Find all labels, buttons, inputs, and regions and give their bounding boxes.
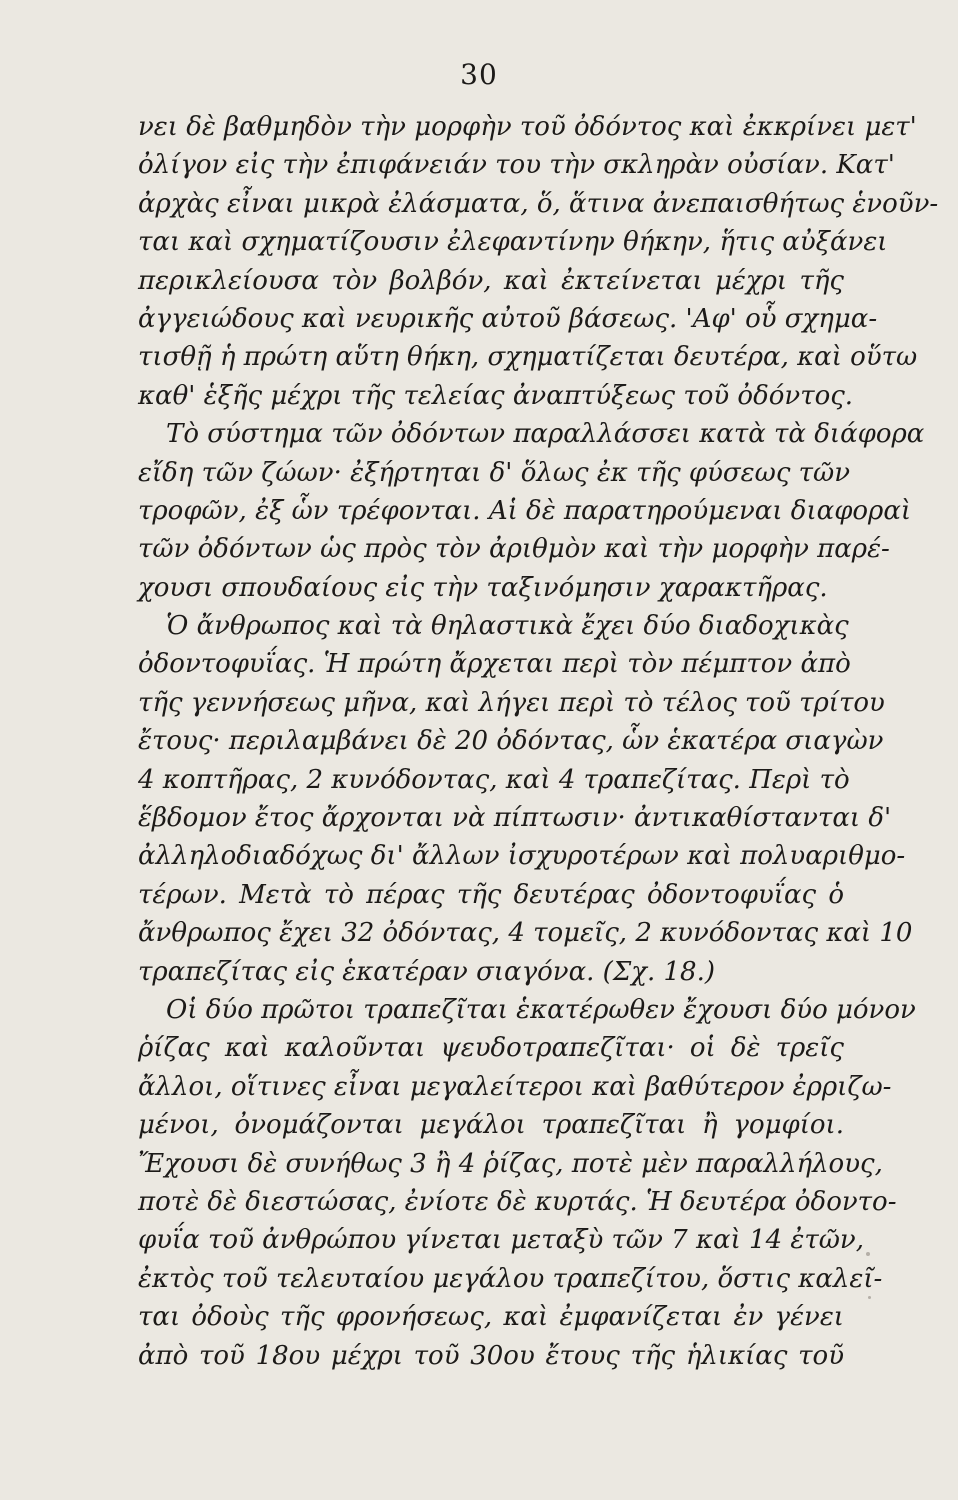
text-line: ὀλίγον εἰς τὴν ἐπιφάνειάν του τὴν σκληρὰν οὐσίαν. Κατ' <box>138 150 895 181</box>
text-line: καθ' ἑξῆς μέχρι τῆς τελείας ἀναπτύξεως τοῦ ὀδόντος. <box>138 380 854 411</box>
text-line: νει δὲ βαθμηδὸν τὴν μορφὴν τοῦ ὀδόντος καὶ ἐκκρίνει μετ' <box>138 112 917 142</box>
text-line: ἄνθρωπος ἔχει 32 ὀδόντας, 4 τομεῖς, 2 κυνόδοντας καὶ 10 <box>138 918 913 949</box>
text-line: Ἔχουσι δὲ συνήθως 3 ἢ 4 ῥίζας, ποτὲ μὲν παραλλήλους, <box>138 1148 883 1179</box>
text-line: χουσι σπουδαίους εἰς τὴν ταξινόμησιν χαρακτῆρας. <box>138 572 828 603</box>
text-line: τροφῶν, ἐξ ὧν τρέφονται. Αἱ δὲ παρατηρούμεναι διαφοραὶ <box>138 495 912 526</box>
text-line: φυΐα τοῦ ἀνθρώπου γίνεται μεταξὺ τῶν 7 καὶ 14 ἐτῶν, <box>138 1225 865 1256</box>
text-line: ἐκτὸς τοῦ τελευταίου μεγάλου τραπεζίτου, ὅστις καλεῖ- <box>138 1263 883 1294</box>
text-line: ὀδοντοφυΐας. Ἡ πρώτη ἄρχεται περὶ τὸν πέμπτον ἀπὸ <box>138 649 851 680</box>
text-line: ἄλλοι, οἵτινες εἶναι μεγαλείτεροι καὶ βαθύτερον ἐρριζω- <box>138 1071 892 1102</box>
text-line: τραπεζίτας εἰς ἑκατέραν σιαγόνα. (Σχ. 18.) <box>138 956 715 987</box>
text-line: ται καὶ σχηματίζουσιν ἐλεφαντίνην θήκην, ἥτις αὐξάνει <box>138 227 888 258</box>
ink-speck <box>866 1252 870 1256</box>
paragraph-start-line: Τὸ σύστημα τῶν ὀδόντων παραλλάσσει κατὰ τὰ διάφορα <box>166 419 925 450</box>
text-line: ῥίζας καὶ καλοῦνται ψευδοτραπεζῖται· οἱ δὲ τρεῖς <box>138 1033 844 1064</box>
text-line: τῆς γεννήσεως μῆνα, καὶ λήγει περὶ τὸ τέλος τοῦ τρίτου <box>138 687 885 718</box>
paragraph-start-line: Ὁ ἄνθρωπος καὶ τὰ θηλαστικὰ ἔχει δύο διαδοχικὰς <box>166 611 849 642</box>
text-line: ἀλληλοδιαδόχως δι' ἄλλων ἰσχυροτέρων καὶ πολυαριθμο- <box>138 841 906 872</box>
paragraph-start-line: Οἱ δύο πρῶτοι τραπεζῖται ἑκατέρωθεν ἔχουσι δύο μόνον <box>166 994 916 1025</box>
text-line: 4 κοπτῆρας, 2 κυνόδοντας, καὶ 4 τραπεζίτας. Περὶ τὸ <box>138 764 850 795</box>
text-line: ται ὀδοὺς τῆς φρονήσεως, καὶ ἐμφανίζεται ἐν γένει <box>138 1302 844 1333</box>
text-line: ποτὲ δὲ διεστώσας, ἐνίοτε δὲ κυρτάς. Ἡ δευτέρα ὀδοντο- <box>138 1186 897 1217</box>
body-text <box>138 108 939 1375</box>
text-line: τισθῇ ἡ πρώτη αὕτη θήκη, σχηματίζεται δευτέρα, καὶ οὕτω <box>138 342 918 373</box>
text-line: ἕβδομον ἔτος ἄρχονται νὰ πίπτωσιν· ἀντικαθίστανται δ' <box>138 803 892 834</box>
text-line: ἀρχὰς εἶναι μικρὰ ἐλάσματα, ὅ, ἅτινα ἀνεπαισθήτως ἑνοῦν- <box>138 188 939 219</box>
text-line: εἴδη τῶν ζώων· ἐξήρτηται δ' ὅλως ἐκ τῆς φύσεως τῶν <box>138 457 851 488</box>
ink-speck <box>868 1296 871 1299</box>
text-line: ἔτους· περιλαμβάνει δὲ 20 ὀδόντας, ὧν ἑκατέρα σιαγὼν <box>138 726 884 757</box>
text-line: τῶν ὀδόντων ὡς πρὸς τὸν ἀριθμὸν καὶ τὴν μορφὴν παρέ- <box>138 534 890 565</box>
page-number: 30 <box>460 58 498 91</box>
text-line: τέρων. Μετὰ τὸ πέρας τῆς δευτέρας ὀδοντοφυΐας ὁ <box>138 879 844 910</box>
text-line: ἀγγειώδους καὶ νευρικῆς αὐτοῦ βάσεως. 'Αφ' οὗ σχημα- <box>138 303 878 334</box>
text-line: μένοι, ὀνομάζονται μεγάλοι τραπεζῖται ἢ γομφίοι. <box>138 1110 844 1141</box>
text-line: περικλείουσα τὸν βολβόν, καὶ ἐκτείνεται μέχρι τῆς <box>138 265 844 296</box>
text-line: ἀπὸ τοῦ 18ου μέχρι τοῦ 30ου ἔτους τῆς ἡλικίας τοῦ <box>138 1340 844 1371</box>
